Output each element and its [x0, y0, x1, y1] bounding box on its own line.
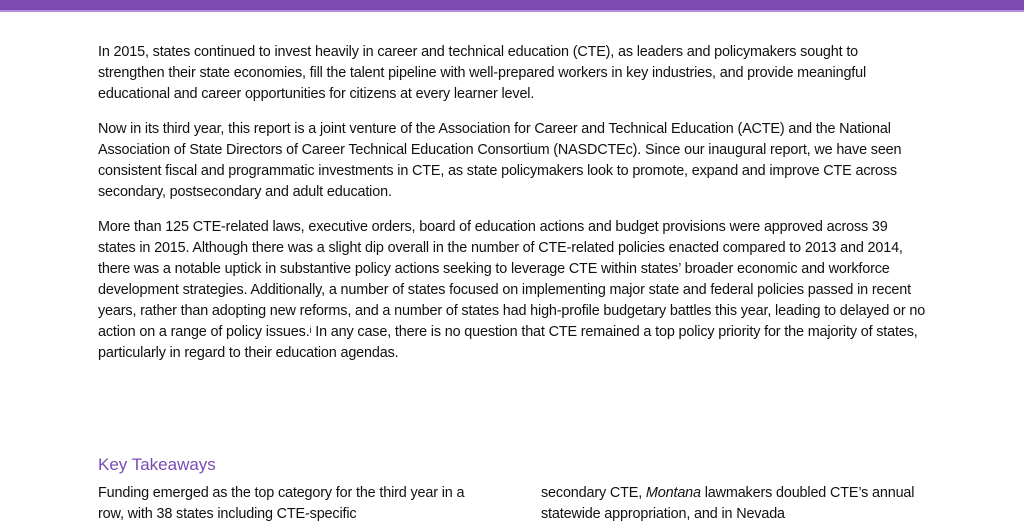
header-rule — [0, 0, 1024, 10]
intro-paragraph: In 2015, states continued to invest heavily in career and technical education (CTE), as leaders and policymakers sought to strengthen their state economies, fill the talent pipeline with well-prepared workers in key industries, and provide meaningful educational and career opportunities for citizens at every learner level. — [98, 44, 867, 102]
takeaways-left-column: Funding emerged as the top category for the third year in a row, with 38 states including CTE-specific — [98, 485, 465, 522]
state-name-montana: Montana — [645, 485, 701, 501]
right-column-text-end: lawmakers doubled CTE’s annual statewide appropriation, and in Nevada — [541, 485, 915, 522]
takeaways-right-column — [541, 483, 931, 522]
footnote-marker[interactable]: i — [309, 325, 312, 335]
policy-summary-text: More than 125 CTE-related laws, executive orders, board of education actions and budget provisions were approved across 39 states in 2015. Although there was a slight dip overall in the number of CTE-related policies enacted compared to 2013 and 2014, there was a notable uptick in substantive policy actions seeking to leverage CTE within states’ broader economic and workforce development strategies. Additionally, a number of states focused on implementing major state and federal policies passed in recent years, rather than adopting new reforms, and a number of states had high-profile budgetary battles this year, leading to delayed or no action on a range of policy issues. — [98, 219, 926, 340]
policy-summary-paragraph — [98, 217, 928, 364]
policy-summary-conclusion: In any case, there is no question that CTE remained a top policy priority for the majority of states, particularly in regard to their education agendas. — [98, 324, 918, 361]
report-body — [98, 42, 928, 378]
key-takeaways-heading: Key Takeaways — [98, 455, 216, 474]
right-column-text-start: secondary CTE, — [541, 485, 646, 501]
report-overview-paragraph: Now in its third year, this report is a joint venture of the Association for Career and Technical Education (ACTE) and the National Association of State Directors of Career Technical Education Consortium (NASDCTEc). Since our inaugural report, we have seen consistent fiscal and programmatic investments in CTE, as state policymakers look to promote, expand and improve CTE across secondary, postsecondary and adult education. — [98, 121, 902, 200]
